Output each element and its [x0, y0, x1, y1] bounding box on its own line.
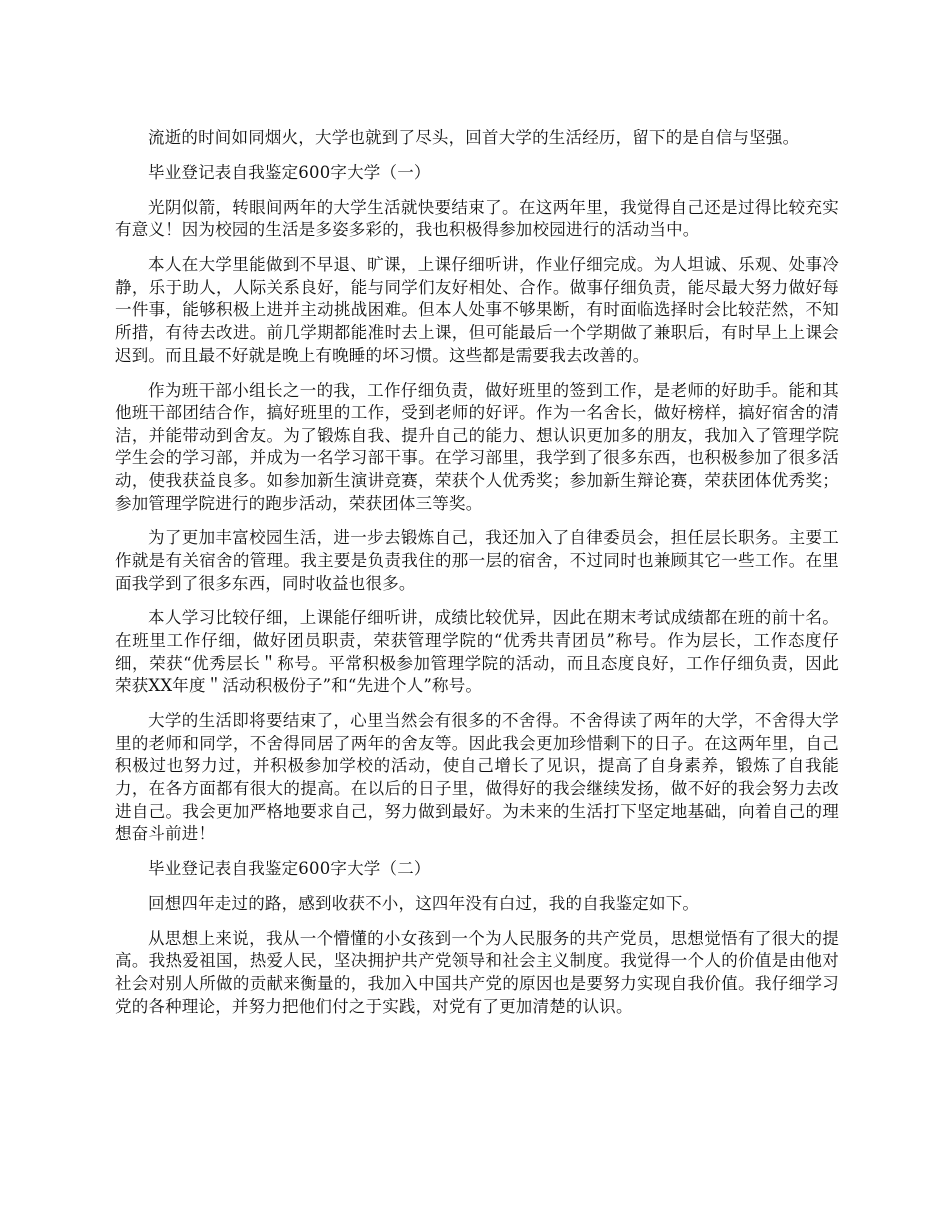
- intro-paragraph: 流逝的时间如同烟火，大学也就到了尽头，回首大学的生活经历，留下的是自信与坚强。: [148, 128, 800, 147]
- paragraph: 光阴似箭，转眼间两年的大学生活就快要结束了。在这两年里，我觉得自己还是过得比较充实有意义！因为校园的生活是多姿多彩的，我也积极得参加校园进行的活动当中。: [115, 197, 839, 240]
- paragraph: 为了更加丰富校园生活，进一步去锻炼自己，我还加入了自律委员会，担任层长职务。主要工作就是有关宿舍的管理。我主要是负责我住的那一层的宿舍，不过同时也兼顾其它一些工作。在里面我学到了很多东西，同时收益也很多。: [115, 528, 839, 593]
- paragraph: 作为班干部小组长之一的我，工作仔细负责，做好班里的签到工作，是老师的好助手。能和其他班干部团结合作，搞好班里的工作，受到老师的好评。作为一名舍长，做好榜样，搞好宿舍的清洁，并能带动到舍友。为了锻炼自我、提升自己的能力、想认识更加多的朋友，我加入了管理学院学生会的学习部，并成为一名学习部干事。在学习部里，我学到了很多东西，也积极参加了很多活动，使我获益良多。如参加新生演讲竞赛，荣获个人优秀奖；参加新生辩论赛，荣获团体优秀奖；参加管理学院进行的跑步活动，荣获团体三等奖。: [115, 380, 839, 513]
- paragraph: 从思想上来说，我从一个懵懂的小女孩到一个为人民服务的共产党员，思想觉悟有了很大的提高。我热爱祖国，热爱人民，坚决拥护共产党领导和社会主义制度。我觉得一个人的价值是由他对社会对别人所做的贡献来衡量的，我加入中国共产党的原因也是要努力实现自我价值。我仔细学习党的各种理论，并努力把他们付之于实践，对党有了更加清楚的认识。: [115, 928, 839, 1016]
- section-heading-two: 毕业登记表自我鉴定600字大学（二）: [148, 859, 431, 878]
- section-heading-one: 毕业登记表自我鉴定600字大学（一）: [148, 162, 431, 182]
- paragraph: 大学的生活即将要结束了，心里当然会有很多的不舍得。不舍得读了两年的大学，不舍得大学里的老师和同学，不舍得同居了两年的舍友等。因此我会更加珍惜剩下的日子。在这两年里，自己积极过也努力过，并积极参加学校的活动，使自己增长了见识，提高了自身素养，锻炼了自我能力，在各方面都有很大的提高。在以后的日子里，做得好的我会继续发扬，做不好的我会努力去改进自己。我会更加严格地要求自己，努力做到最好。为未来的生活打下坚定地基础，向着自己的理想奋斗前进！: [115, 711, 839, 844]
- paragraph: 本人学习比较仔细，上课能仔细听讲，成绩比较优异，因此在期末考试成绩都在班的前十名。在班里工作仔细，做好团员职责，荣获管理学院的“优秀共青团员”称号。作为层长，工作态度仔细，荣获“优秀层长＂称号。平常积极参加管理学院的活动，而且态度良好，工作仔细负责，因此荣获XX年度＂活动积极份子”和“先进个人”称号。: [115, 608, 839, 696]
- paragraph: 回想四年走过的路，感到收获不小，这四年没有白过，我的自我鉴定如下。: [148, 893, 700, 913]
- document-body: [115, 127, 839, 1030]
- paragraph: 本人在大学里能做到不早退、旷课，上课仔细听讲，作业仔细完成。为人坦诚、乐观、处事冷静，乐于助人，人际关系良好，能与同学们友好相处、合作。做事仔细负责，能尽最大努力做好每一件事，能够积极上进并主动挑战困难。但本人处事不够果断，有时面临选择时会比较茫然，不知所措，有待去改进。前几学期都能准时去上课，但可能最后一个学期做了兼职后，有时早上上课会迟到。而且最不好就是晚上有晚睡的坏习惯。这些都是需要我去改善的。: [115, 255, 839, 365]
